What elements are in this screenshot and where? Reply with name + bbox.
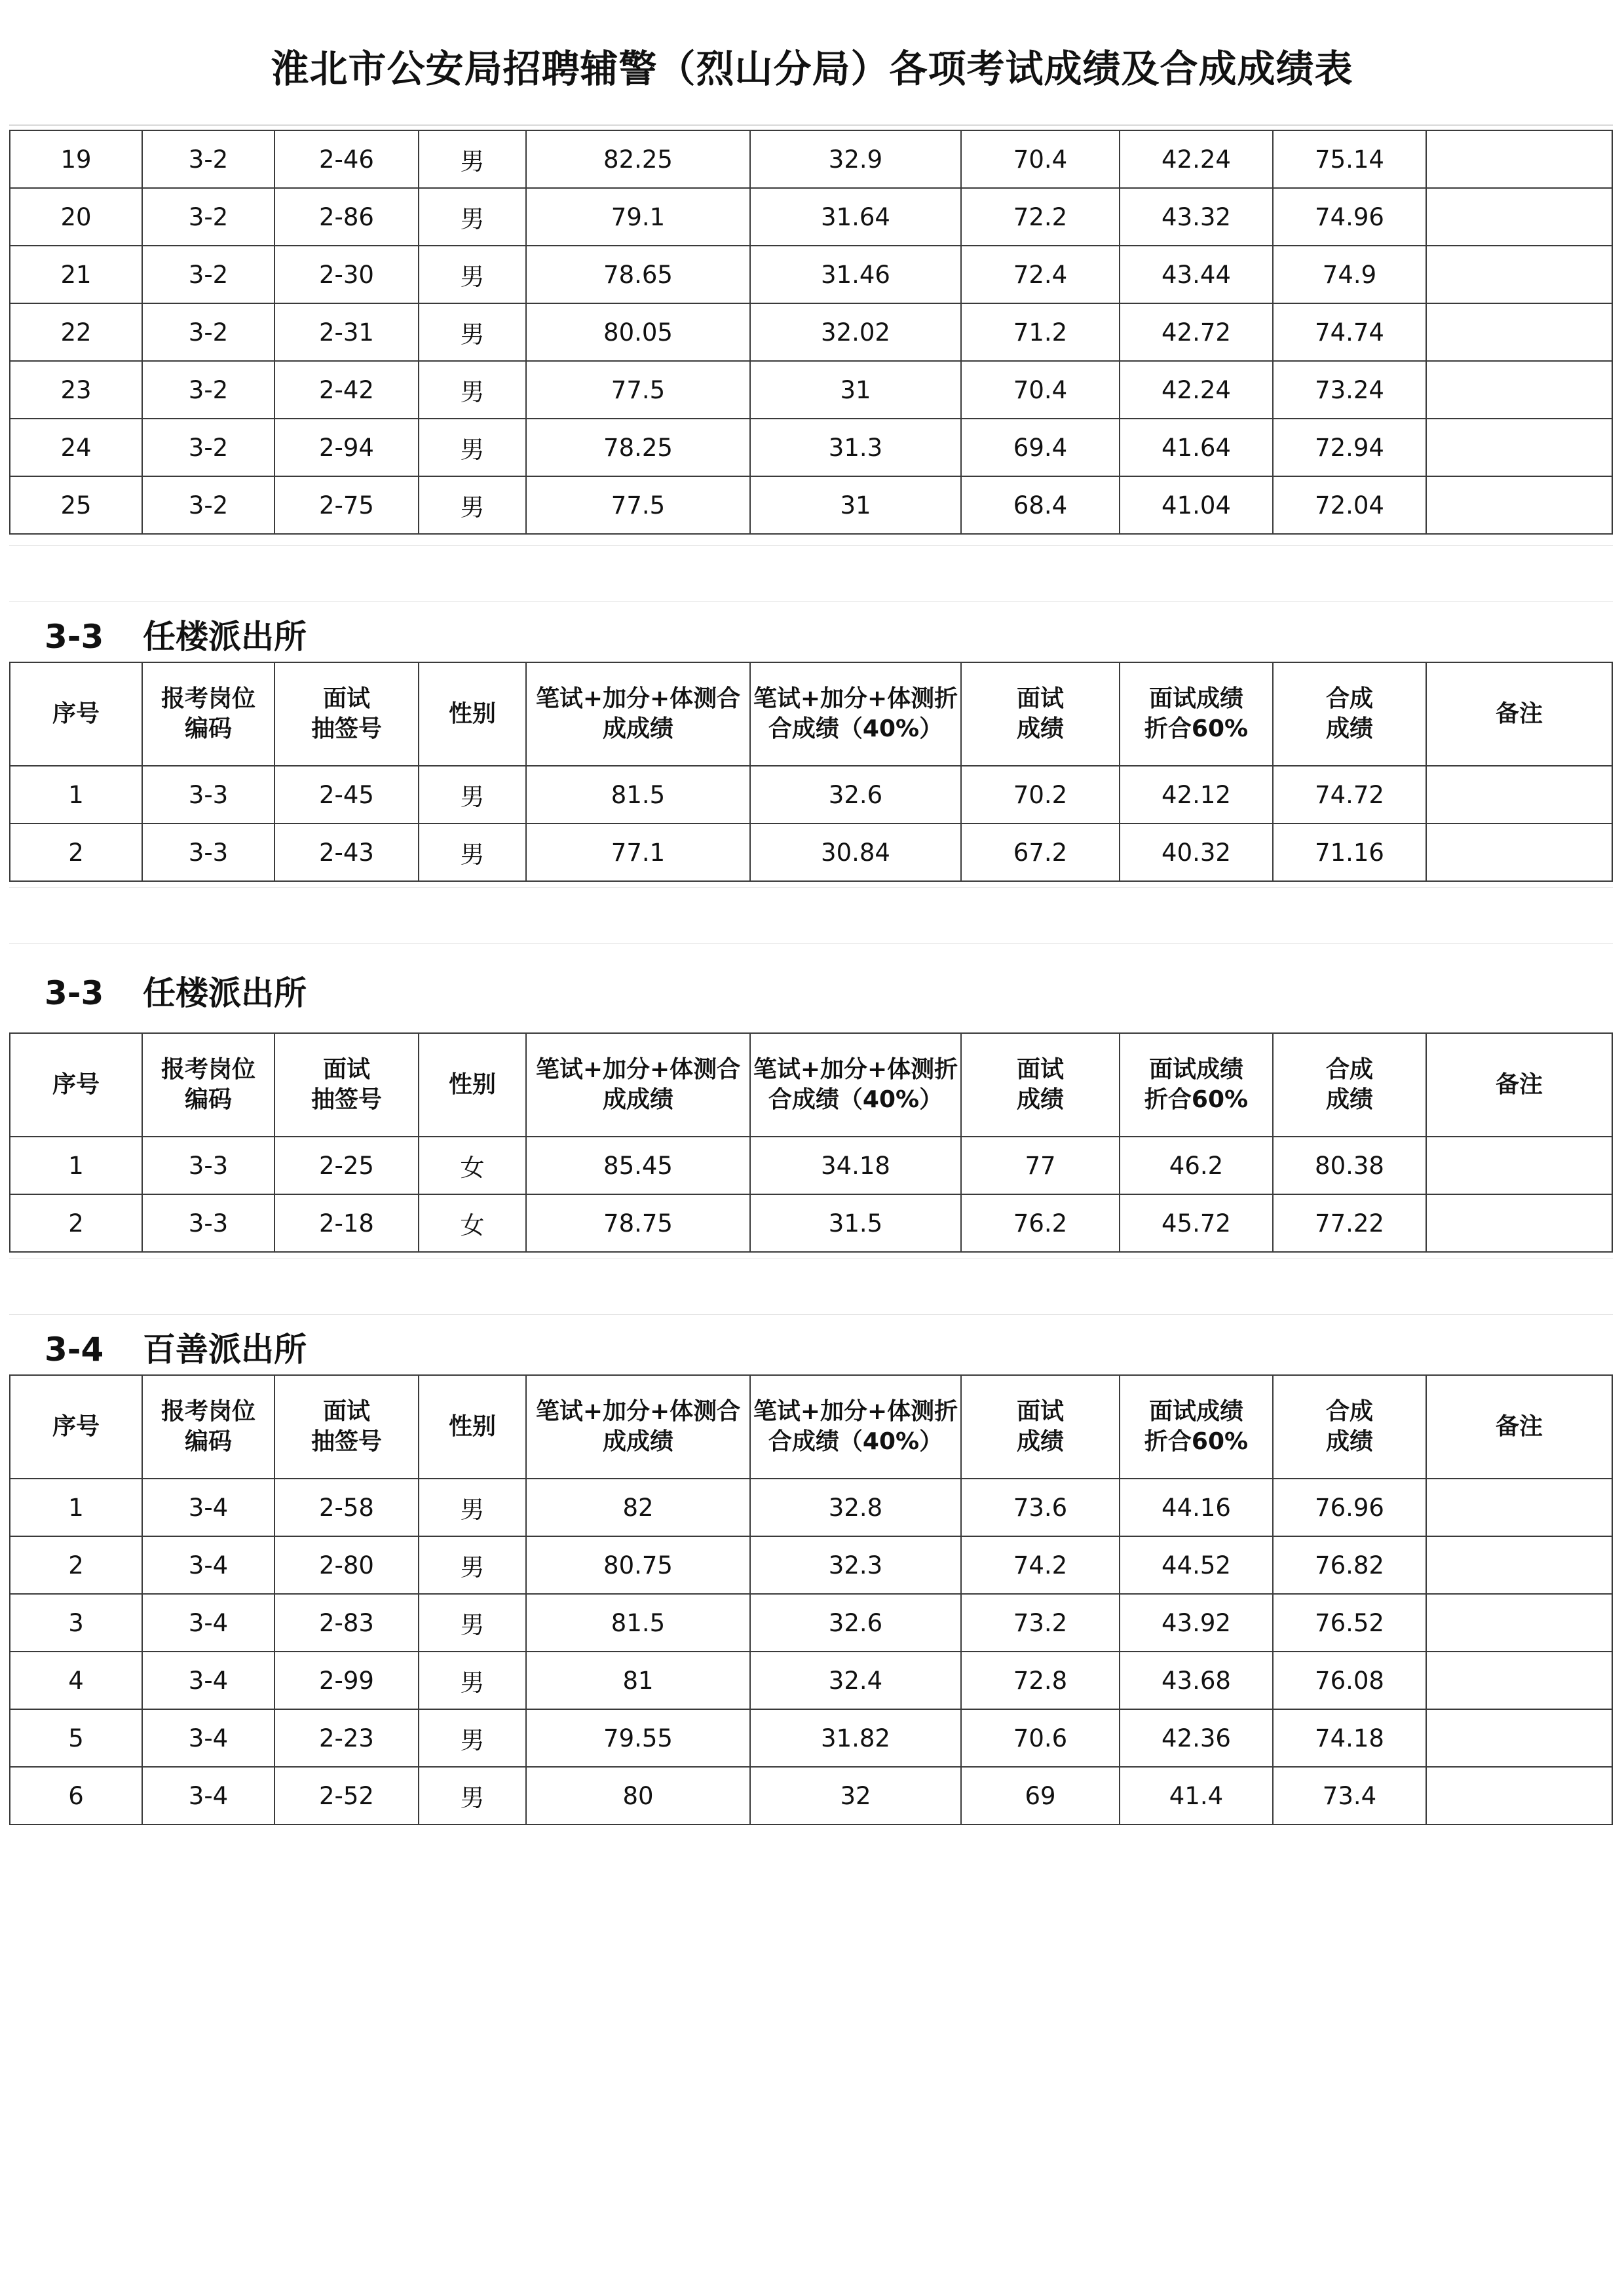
cell-written-score: 78.25 [526, 419, 750, 476]
header-note: 备注 [1426, 662, 1612, 766]
header-post-code: 报考岗位 编码 [142, 1033, 274, 1137]
score-table-b [9, 1032, 1613, 1253]
title-divider [9, 124, 1613, 126]
table-row [10, 1594, 1612, 1652]
cell-draw-number: 2-42 [274, 361, 419, 419]
header-written-score: 笔试+加分+体测合 成成绩 [526, 662, 750, 766]
section-name: 任楼派出所 [143, 618, 307, 656]
cell-total-score: 74.74 [1273, 303, 1426, 361]
cell-post-code: 3-2 [142, 303, 274, 361]
header-gender: 性别 [419, 662, 526, 766]
cell-written-40pct: 31 [750, 361, 961, 419]
cell-gender: 男 [419, 130, 526, 188]
cell-written-40pct: 32.4 [750, 1652, 961, 1709]
cell-seq: 19 [10, 130, 142, 188]
cell-interview-score: 69.4 [961, 419, 1120, 476]
header-written-40pct: 笔试+加分+体测折 合成绩（40%） [750, 1033, 961, 1137]
cell-gender: 男 [419, 1594, 526, 1652]
cell-interview-score: 73.2 [961, 1594, 1120, 1652]
cell-interview-60pct: 40.32 [1120, 823, 1273, 881]
section-name: 任楼派出所 [143, 974, 307, 1012]
cell-interview-60pct: 43.68 [1120, 1652, 1273, 1709]
header-gender: 性别 [419, 1033, 526, 1137]
cell-interview-60pct: 42.36 [1120, 1709, 1273, 1767]
cell-note [1426, 766, 1612, 823]
score-table-a [9, 662, 1613, 882]
header-post-code: 报考岗位 编码 [142, 1375, 274, 1479]
cell-draw-number: 2-52 [274, 1767, 419, 1825]
grid-line [9, 887, 1613, 888]
cell-gender: 男 [419, 1767, 526, 1825]
table-row [10, 1652, 1612, 1709]
table-header-row [10, 1375, 1612, 1479]
section-title-a [45, 611, 307, 658]
cell-post-code: 3-2 [142, 361, 274, 419]
cell-written-score: 81.5 [526, 766, 750, 823]
cell-interview-score: 69 [961, 1767, 1120, 1825]
cell-seq: 20 [10, 188, 142, 246]
cell-seq: 4 [10, 1652, 142, 1709]
cell-total-score: 76.96 [1273, 1479, 1426, 1536]
cell-seq: 1 [10, 766, 142, 823]
cell-total-score: 72.94 [1273, 419, 1426, 476]
cell-note [1426, 1536, 1612, 1594]
score-table-c [9, 1374, 1613, 1825]
cell-note [1426, 1709, 1612, 1767]
cell-post-code: 3-3 [142, 1194, 274, 1252]
cell-seq: 2 [10, 1194, 142, 1252]
cell-note [1426, 361, 1612, 419]
cell-post-code: 3-4 [142, 1594, 274, 1652]
cell-note [1426, 1594, 1612, 1652]
cell-post-code: 3-3 [142, 823, 274, 881]
cell-written-score: 77.5 [526, 361, 750, 419]
header-note: 备注 [1426, 1375, 1612, 1479]
cell-seq: 5 [10, 1709, 142, 1767]
cell-interview-60pct: 43.92 [1120, 1594, 1273, 1652]
cell-written-score: 79.55 [526, 1709, 750, 1767]
cell-draw-number: 2-31 [274, 303, 419, 361]
header-written-40pct: 笔试+加分+体测折 合成绩（40%） [750, 662, 961, 766]
cell-written-40pct: 31.82 [750, 1709, 961, 1767]
cell-interview-score: 70.6 [961, 1709, 1120, 1767]
header-total-score: 合成 成绩 [1273, 1375, 1426, 1479]
cell-total-score: 74.9 [1273, 246, 1426, 303]
table-row [10, 130, 1612, 188]
header-note: 备注 [1426, 1033, 1612, 1137]
cell-draw-number: 2-94 [274, 419, 419, 476]
table-header-row [10, 1033, 1612, 1137]
cell-seq: 1 [10, 1479, 142, 1536]
cell-total-score: 80.38 [1273, 1137, 1426, 1194]
cell-interview-60pct: 41.04 [1120, 476, 1273, 534]
cell-post-code: 3-2 [142, 130, 274, 188]
cell-gender: 男 [419, 766, 526, 823]
cell-note [1426, 130, 1612, 188]
header-interview-60pct: 面试成绩 折合60% [1120, 1375, 1273, 1479]
cell-draw-number: 2-58 [274, 1479, 419, 1536]
cell-total-score: 76.08 [1273, 1652, 1426, 1709]
cell-written-40pct: 32.02 [750, 303, 961, 361]
cell-post-code: 3-2 [142, 246, 274, 303]
cell-draw-number: 2-99 [274, 1652, 419, 1709]
table-row [10, 766, 1612, 823]
cell-interview-score: 68.4 [961, 476, 1120, 534]
cell-gender: 男 [419, 188, 526, 246]
cell-interview-score: 73.6 [961, 1479, 1120, 1536]
cell-post-code: 3-4 [142, 1652, 274, 1709]
header-seq: 序号 [10, 662, 142, 766]
cell-interview-score: 70.2 [961, 766, 1120, 823]
cell-interview-score: 72.2 [961, 188, 1120, 246]
header-draw-number: 面试 抽签号 [274, 1375, 419, 1479]
cell-written-40pct: 32.8 [750, 1479, 961, 1536]
cell-written-40pct: 31 [750, 476, 961, 534]
cell-gender: 男 [419, 246, 526, 303]
section-code: 3-3 [45, 618, 104, 656]
cell-written-40pct: 34.18 [750, 1137, 961, 1194]
table-row [10, 1479, 1612, 1536]
cell-post-code: 3-3 [142, 1137, 274, 1194]
cell-draw-number: 2-75 [274, 476, 419, 534]
table-row [10, 1137, 1612, 1194]
cell-post-code: 3-4 [142, 1536, 274, 1594]
cell-seq: 21 [10, 246, 142, 303]
cell-post-code: 3-4 [142, 1767, 274, 1825]
cell-gender: 男 [419, 1479, 526, 1536]
cell-note [1426, 1137, 1612, 1194]
cell-note [1426, 1652, 1612, 1709]
header-post-code: 报考岗位 编码 [142, 662, 274, 766]
cell-seq: 1 [10, 1137, 142, 1194]
header-written-score: 笔试+加分+体测合 成成绩 [526, 1375, 750, 1479]
cell-written-40pct: 32 [750, 1767, 961, 1825]
table-row [10, 476, 1612, 534]
grid-line [9, 601, 1613, 602]
cell-written-score: 82 [526, 1479, 750, 1536]
cell-note [1426, 823, 1612, 881]
cell-written-score: 79.1 [526, 188, 750, 246]
header-written-score: 笔试+加分+体测合 成成绩 [526, 1033, 750, 1137]
table-header-row [10, 662, 1612, 766]
cell-interview-60pct: 42.12 [1120, 766, 1273, 823]
header-interview-60pct: 面试成绩 折合60% [1120, 662, 1273, 766]
cell-interview-score: 77 [961, 1137, 1120, 1194]
cell-interview-60pct: 41.4 [1120, 1767, 1273, 1825]
header-written-40pct: 笔试+加分+体测折 合成绩（40%） [750, 1375, 961, 1479]
cell-written-score: 80.05 [526, 303, 750, 361]
cell-gender: 男 [419, 823, 526, 881]
cell-interview-score: 70.4 [961, 361, 1120, 419]
cell-total-score: 74.96 [1273, 188, 1426, 246]
header-total-score: 合成 成绩 [1273, 1033, 1426, 1137]
header-interview-score: 面试 成绩 [961, 662, 1120, 766]
cell-written-40pct: 32.6 [750, 766, 961, 823]
section-title-b [45, 967, 307, 1014]
header-draw-number: 面试 抽签号 [274, 662, 419, 766]
cell-note [1426, 303, 1612, 361]
header-interview-60pct: 面试成绩 折合60% [1120, 1033, 1273, 1137]
cell-draw-number: 2-30 [274, 246, 419, 303]
cell-post-code: 3-2 [142, 419, 274, 476]
cell-total-score: 73.24 [1273, 361, 1426, 419]
cell-written-40pct: 30.84 [750, 823, 961, 881]
cell-total-score: 74.18 [1273, 1709, 1426, 1767]
header-interview-score: 面试 成绩 [961, 1033, 1120, 1137]
section-name: 百善派出所 [143, 1331, 307, 1369]
cell-seq: 23 [10, 361, 142, 419]
cell-post-code: 3-2 [142, 188, 274, 246]
section-title-c [45, 1323, 307, 1371]
cell-total-score: 76.52 [1273, 1594, 1426, 1652]
cell-note [1426, 1767, 1612, 1825]
cell-gender: 男 [419, 476, 526, 534]
cell-gender: 男 [419, 303, 526, 361]
cell-gender: 男 [419, 1536, 526, 1594]
cell-interview-score: 76.2 [961, 1194, 1120, 1252]
cell-post-code: 3-4 [142, 1479, 274, 1536]
cell-written-40pct: 31.46 [750, 246, 961, 303]
cell-gender: 男 [419, 1709, 526, 1767]
cell-draw-number: 2-18 [274, 1194, 419, 1252]
header-interview-score: 面试 成绩 [961, 1375, 1120, 1479]
cell-note [1426, 419, 1612, 476]
cell-interview-60pct: 42.24 [1120, 130, 1273, 188]
cell-written-40pct: 31.64 [750, 188, 961, 246]
cell-interview-score: 71.2 [961, 303, 1120, 361]
table-row [10, 1194, 1612, 1252]
grid-line [9, 545, 1613, 546]
table-row [10, 1709, 1612, 1767]
header-gender: 性别 [419, 1375, 526, 1479]
cell-gender: 女 [419, 1137, 526, 1194]
cell-total-score: 71.16 [1273, 823, 1426, 881]
score-table-continued [9, 130, 1613, 535]
cell-interview-score: 74.2 [961, 1536, 1120, 1594]
table-row [10, 1767, 1612, 1825]
cell-seq: 6 [10, 1767, 142, 1825]
section-code: 3-4 [45, 1331, 104, 1369]
cell-draw-number: 2-23 [274, 1709, 419, 1767]
cell-draw-number: 2-80 [274, 1536, 419, 1594]
cell-seq: 25 [10, 476, 142, 534]
cell-draw-number: 2-43 [274, 823, 419, 881]
cell-draw-number: 2-86 [274, 188, 419, 246]
cell-total-score: 76.82 [1273, 1536, 1426, 1594]
cell-interview-60pct: 42.24 [1120, 361, 1273, 419]
grid-line [9, 943, 1613, 944]
table-row [10, 303, 1612, 361]
cell-written-score: 81 [526, 1652, 750, 1709]
header-seq: 序号 [10, 1375, 142, 1479]
cell-note [1426, 1479, 1612, 1536]
cell-post-code: 3-3 [142, 766, 274, 823]
section-code: 3-3 [45, 974, 104, 1012]
cell-gender: 男 [419, 361, 526, 419]
cell-draw-number: 2-83 [274, 1594, 419, 1652]
cell-written-40pct: 31.3 [750, 419, 961, 476]
cell-total-score: 73.4 [1273, 1767, 1426, 1825]
cell-interview-60pct: 44.52 [1120, 1536, 1273, 1594]
cell-written-score: 77.1 [526, 823, 750, 881]
cell-written-score: 80.75 [526, 1536, 750, 1594]
cell-seq: 24 [10, 419, 142, 476]
grid-line [9, 1314, 1613, 1315]
cell-written-score: 81.5 [526, 1594, 750, 1652]
cell-note [1426, 1194, 1612, 1252]
cell-interview-60pct: 45.72 [1120, 1194, 1273, 1252]
cell-total-score: 77.22 [1273, 1194, 1426, 1252]
cell-interview-60pct: 43.32 [1120, 188, 1273, 246]
table-row [10, 823, 1612, 881]
cell-written-40pct: 32.9 [750, 130, 961, 188]
header-seq: 序号 [10, 1033, 142, 1137]
cell-note [1426, 476, 1612, 534]
cell-draw-number: 2-25 [274, 1137, 419, 1194]
cell-draw-number: 2-45 [274, 766, 419, 823]
table-row [10, 246, 1612, 303]
table-row [10, 188, 1612, 246]
cell-gender: 男 [419, 419, 526, 476]
cell-draw-number: 2-46 [274, 130, 419, 188]
cell-gender: 男 [419, 1652, 526, 1709]
table-row [10, 361, 1612, 419]
cell-note [1426, 188, 1612, 246]
table-row [10, 1536, 1612, 1594]
cell-seq: 3 [10, 1594, 142, 1652]
table-row [10, 419, 1612, 476]
cell-written-score: 78.75 [526, 1194, 750, 1252]
cell-interview-60pct: 42.72 [1120, 303, 1273, 361]
cell-interview-score: 72.4 [961, 246, 1120, 303]
header-total-score: 合成 成绩 [1273, 662, 1426, 766]
cell-interview-60pct: 43.44 [1120, 246, 1273, 303]
cell-written-40pct: 32.3 [750, 1536, 961, 1594]
cell-interview-score: 67.2 [961, 823, 1120, 881]
cell-gender: 女 [419, 1194, 526, 1252]
cell-interview-60pct: 41.64 [1120, 419, 1273, 476]
cell-total-score: 75.14 [1273, 130, 1426, 188]
cell-interview-60pct: 46.2 [1120, 1137, 1273, 1194]
cell-post-code: 3-4 [142, 1709, 274, 1767]
header-draw-number: 面试 抽签号 [274, 1033, 419, 1137]
cell-seq: 22 [10, 303, 142, 361]
cell-written-40pct: 32.6 [750, 1594, 961, 1652]
cell-written-score: 77.5 [526, 476, 750, 534]
page-title: 淮北市公安局招聘辅警（烈山分局）各项考试成绩及合成成绩表 [271, 47, 1353, 91]
cell-interview-score: 72.8 [961, 1652, 1120, 1709]
cell-post-code: 3-2 [142, 476, 274, 534]
cell-total-score: 74.72 [1273, 766, 1426, 823]
cell-interview-score: 70.4 [961, 130, 1120, 188]
cell-written-score: 82.25 [526, 130, 750, 188]
cell-written-score: 85.45 [526, 1137, 750, 1194]
cell-total-score: 72.04 [1273, 476, 1426, 534]
cell-written-score: 78.65 [526, 246, 750, 303]
cell-written-40pct: 31.5 [750, 1194, 961, 1252]
cell-note [1426, 246, 1612, 303]
cell-written-score: 80 [526, 1767, 750, 1825]
cell-seq: 2 [10, 823, 142, 881]
cell-interview-60pct: 44.16 [1120, 1479, 1273, 1536]
cell-seq: 2 [10, 1536, 142, 1594]
